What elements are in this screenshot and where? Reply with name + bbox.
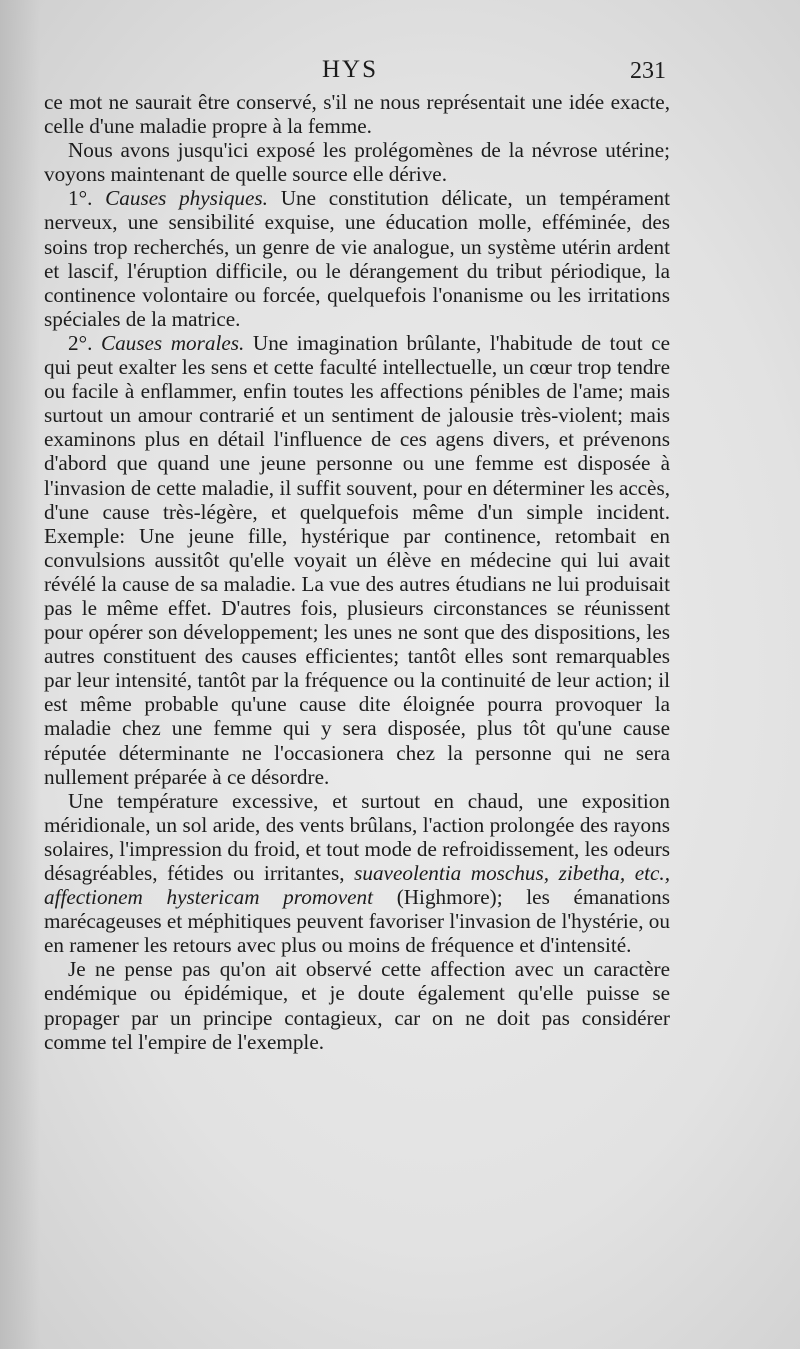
text-run: Une imagination brûlante, l'habitude de tout ce qui peut exalter les sens et cette faculté intellectuelle, un cœur trop tendre ou facile à enflammer, enfin toutes les affections pénibles de l'ame; mais surtout un amour contrarié et un sentiment de jalousie très-violent; mais examinons plus en détail l'influence de ces agens divers, et prévenons d'abord que quand une jeune personne ou une femme est disposée à l'invasion de cette maladie, il suffit souvent, pour en déterminer les accès, d'une cause très-légère, et quelquefois même d'un simple incident. Exemple: Une jeune fille, hystérique par continence, retombait en convulsions aussitôt qu'elle voyait un élève en médecine qui lui avait révélé la cause de sa maladie. La vue des autres étudians ne lui produisait pas le même effet. D'autres fois, plusieurs circonstances se réunissent pour opérer son développement; les unes ne sont que des dispositions, les autres constituent des causes efficientes; tantôt elles sont remarquables par leur intensité, tantôt par la fréquence ou la continuité de leur action; il est même probable qu'une cause dite éloignée pourra provoquer la maladie chez une femme qui y sera disposée, plus tôt qu'une cause réputée déterminante ne l'occasionera chez la personne qui ne sera nullement préparée à ce désordre. — [44, 330, 670, 789]
body-text — [44, 90, 670, 1054]
page-gutter-shadow — [0, 0, 40, 1349]
text-run: Une constitution délicate, un tempérament nerveux, une sensibilité exquise, une éducation molle, efféminée, des soins trop recherchés, un genre de vie analogue, un système utérin ardent et lascif, l'éruption difficile, ou le dérangement du tribut périodique, la continence volontaire ou forcée, quelquefois l'onanisme ou les irritations spéciales de la matrice. — [44, 186, 670, 331]
text-run: ce mot ne saurait être conservé, s'il ne nous représentait une idée exacte, celle d'une maladie propre à la femme. — [44, 90, 670, 139]
paragraph-continuation — [44, 90, 670, 138]
paragraph-moral-causes — [44, 331, 670, 789]
text-run: Une température excessive, et surtout en chaud, une exposition méridionale, un sol aride, des vents brûlans, l'action prolongée des rayons solaires, l'impression du froid, et tout mode de refroidissement, les odeurs désagréables, fétides ou irritantes, — [44, 788, 670, 885]
section-heading-moral-causes: Causes morales. — [100, 330, 245, 355]
text-run: (Highmore); les émanations marécageuses et méphitiques peuvent favoriser l'invasion de l'hystérie, ou en ramener les retours avec plus ou moins de fréquence et d'intensité. — [44, 885, 671, 958]
paragraph-physical-causes — [44, 186, 670, 331]
text-run: Nous avons jusqu'ici exposé les prolégomènes de la névrose utérine; voyons maintenant de quelle source elle dérive. — [44, 138, 670, 187]
section-heading-physical-causes: Causes physiques. — [105, 186, 268, 211]
paragraph-contagion — [44, 957, 670, 1053]
section-number: 1°. — [68, 186, 106, 211]
page-number: 231 — [630, 58, 666, 84]
text-run: Je ne pense pas qu'on ait observé cette affection avec un caractère endémique ou épidémique, et je doute également qu'elle puisse se propager par un principe contagieux, car on ne doit pas considérer comme tel l'empire de l'exemple. — [44, 957, 670, 1054]
paragraph-intro — [44, 138, 670, 186]
page-header — [0, 56, 800, 90]
running-title: HYS — [322, 56, 379, 83]
latin-quotation: suaveolentia moschus, zibetha, etc., affectionem hystericam promovent — [44, 861, 670, 910]
paragraph-environment — [44, 789, 670, 958]
section-number: 2°. — [68, 330, 101, 355]
